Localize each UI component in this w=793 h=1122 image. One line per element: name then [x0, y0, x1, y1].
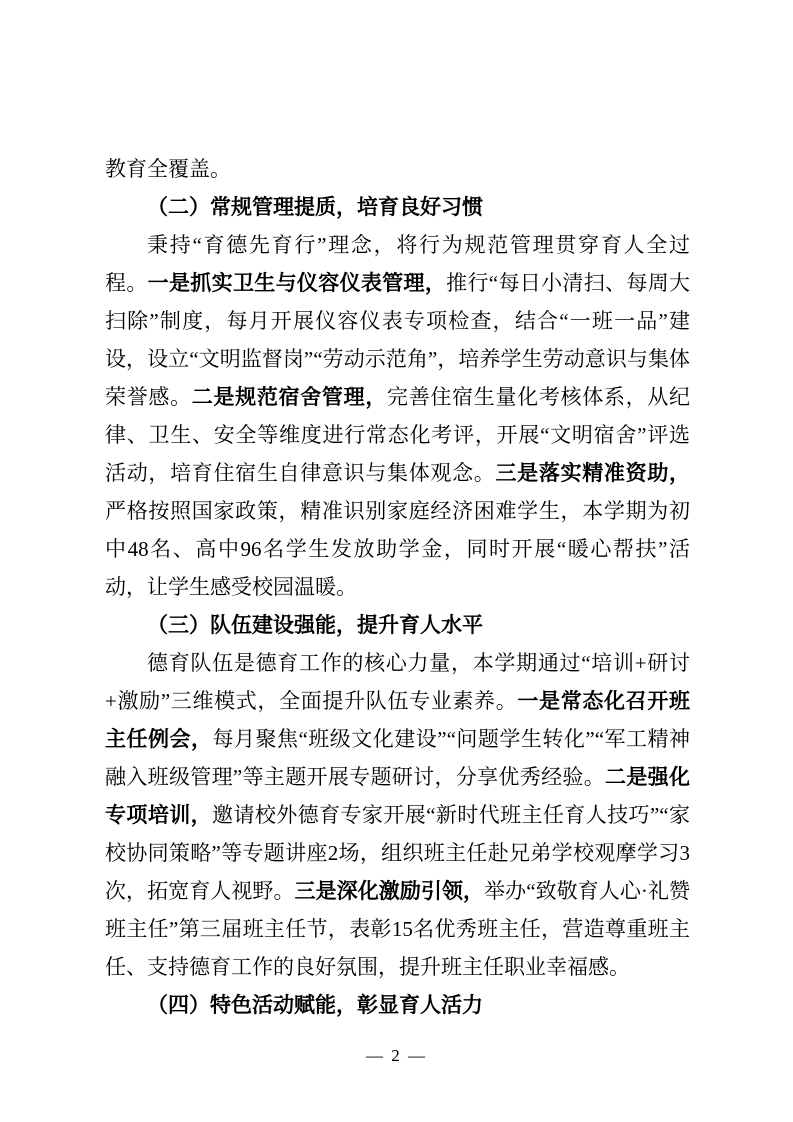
heading-text: （四）特色活动赋能，彰显育人活力: [147, 993, 483, 1017]
section-heading-3: [105, 606, 690, 644]
body-text: 每月聚焦“班级文化建设”“问题学生转化”“军工精神融入班级管理”等主题开展专题研讨，分享优秀经验。: [105, 727, 690, 789]
paragraph-section-3: [105, 644, 690, 986]
body-text: 德育队伍是德育工作的核心力量，本学期通过“培训+研讨+激励”三维模式，全面提升队伍专业素养。: [105, 651, 690, 713]
body-text: 推行“每日小清扫、每周大扫除”制度，每月开展仪容仪表专项检查，结合“一班一品”建设，设立“文明监督岗”“劳动示范角”，培养学生劳动意识与集体荣誉感。: [105, 271, 691, 409]
body-text-bold: 一是常态化召开班主任例会，: [105, 689, 690, 751]
body-text: 完善住宿生量化考核体系，从纪律、卫生、安全等维度进行常态化考评，开展“文明宿舍”评选活动，培育住宿生自律意识与集体观念。: [105, 385, 691, 485]
body-text: 秉持“育德先育行”理念，将行为规范管理贯穿育人全过程。: [105, 233, 690, 295]
page-number: — 2 —: [366, 1046, 427, 1065]
body-text-bold: 二是强化专项培训，: [105, 765, 690, 827]
heading-text: （三）队伍建设强能，提升育人水平: [147, 613, 483, 637]
body-text: 邀请校外德育专家开展“新时代班主任育人技巧”“家校协同策略”等专题讲座2场，组织班主任赴兄弟学校观摩学习3次，拓宽育人视野。: [105, 803, 690, 903]
body-text-bold: 三是落实精准资助，: [495, 461, 691, 485]
body-text: 举办“致敬育人心·礼赞班主任”第三届班主任节，表彰15名优秀班主任，营造尊重班主任、支持德育工作的良好氛围，提升班主任职业幸福感。: [105, 879, 691, 979]
body-text-bold: 三是深化激励引领，: [294, 879, 485, 903]
body-text: 严格按照国家政策，精准识别家庭经济困难学生，本学期为初中48名、高中96名学生发放助学金，同时开展“暖心帮扶”活动，让学生感受校园温暖。: [105, 499, 690, 599]
body-text-bold: 二是规范宿舍管理，: [191, 385, 388, 409]
paragraph-continuation: [105, 150, 690, 188]
paragraph-section-2: [105, 226, 690, 606]
body-text: 教育全覆盖。: [105, 157, 231, 181]
body-text-bold: 一是抓实卫生与仪容仪表管理，: [147, 271, 447, 295]
section-heading-4: [105, 986, 690, 1024]
heading-text: （二）常规管理提质，培育良好习惯: [147, 195, 483, 219]
section-heading-2: [105, 188, 690, 226]
document-body: [105, 150, 690, 1024]
